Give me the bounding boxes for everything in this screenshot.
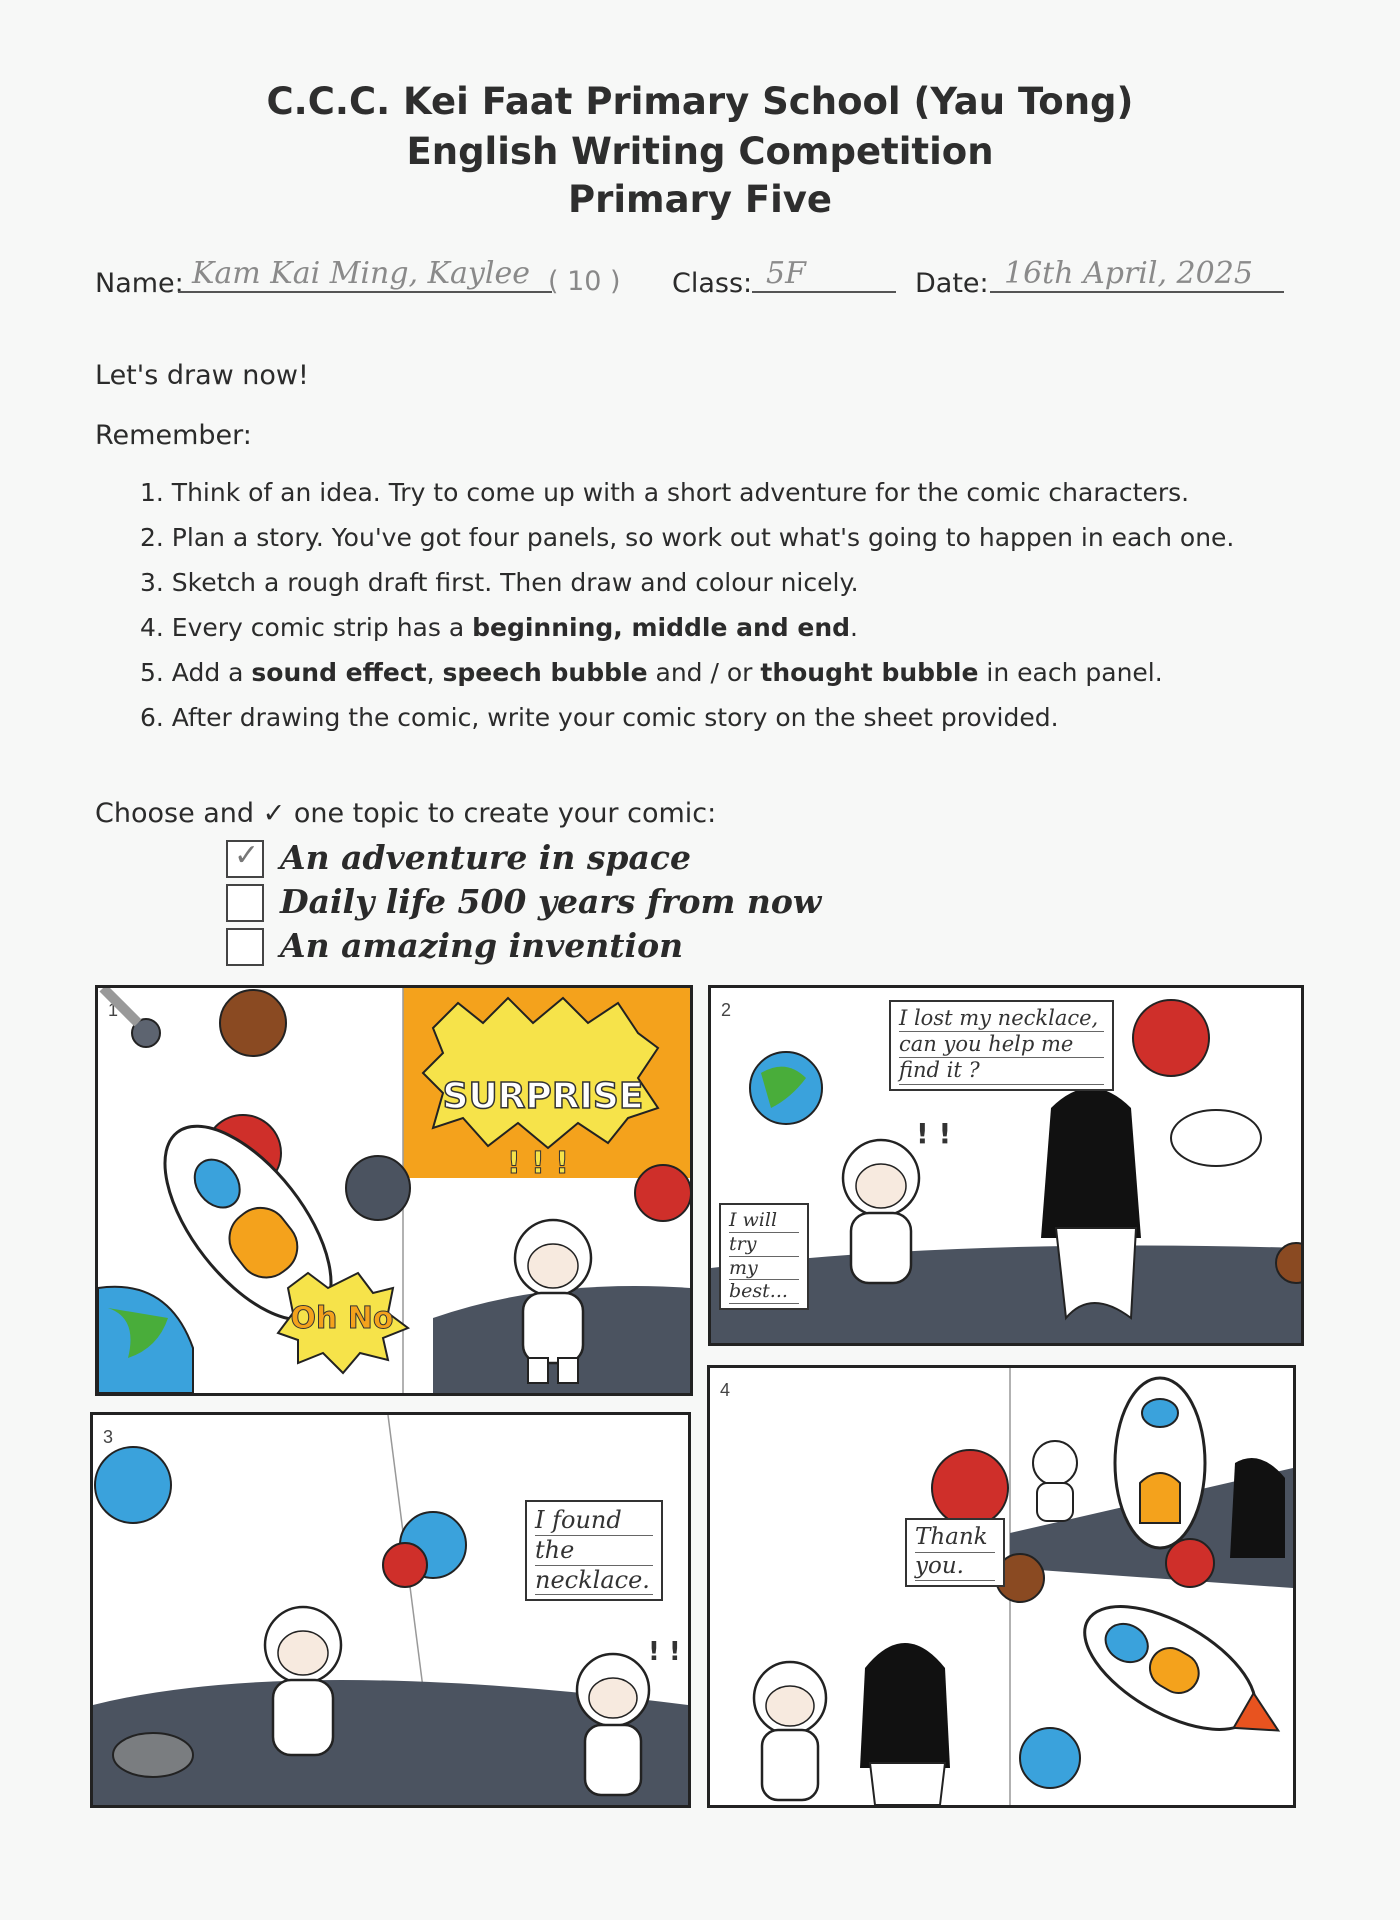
speech-line: I found xyxy=(535,1506,653,1536)
comic-panel-4 xyxy=(707,1365,1296,1808)
topic-checkbox-future[interactable] xyxy=(226,884,264,922)
astronaut-icon xyxy=(754,1662,826,1800)
red-sun-icon xyxy=(635,1165,690,1221)
brown-planet-icon xyxy=(220,990,286,1056)
rule-emphasis: beginning, middle and end xyxy=(472,613,851,642)
panel-3-drawing xyxy=(93,1415,688,1805)
rule-emphasis: thought bubble xyxy=(760,658,979,687)
red-sun-icon xyxy=(383,1543,427,1587)
astronaut-icon xyxy=(1033,1441,1077,1521)
grey-planet-icon xyxy=(346,1156,410,1220)
topic-future-label: Daily life 500 years from now xyxy=(280,882,822,921)
meteor-trail xyxy=(103,988,138,1023)
comic-panel-3 xyxy=(90,1412,691,1808)
date-field[interactable]: 16th April, 2025 xyxy=(990,256,1284,293)
rule-item xyxy=(140,568,859,597)
rule-item xyxy=(140,523,1234,552)
speech-line: the xyxy=(535,1536,653,1566)
speech-line: Thank xyxy=(915,1524,995,1553)
choose-instruction: Choose and ✓ one topic to create your comic: xyxy=(95,798,717,829)
rule-text: 2. Plan a story. You've got four panels, so work out what's going to happen in each one. xyxy=(140,523,1235,552)
topic-space-label: An adventure in space xyxy=(280,838,691,877)
exclamation-marks: ! ! xyxy=(916,1117,952,1150)
panel-number: 2 xyxy=(721,1000,732,1020)
rocket-icon xyxy=(1115,1378,1205,1548)
rule-text: . xyxy=(850,613,858,642)
speech-line: find it ? xyxy=(899,1058,1104,1084)
comic-panel-1 xyxy=(95,985,693,1396)
exclamation-marks: ! ! ! xyxy=(507,1146,569,1181)
speech-bubble-thank-you xyxy=(905,1518,1005,1587)
level-title: Primary Five xyxy=(568,178,832,221)
rule-text: , xyxy=(426,658,443,687)
panel-1-drawing xyxy=(98,988,690,1393)
topic-invention-label: An amazing invention xyxy=(280,926,684,965)
rule-emphasis: sound effect xyxy=(251,658,427,687)
rock-icon xyxy=(113,1733,193,1777)
red-sun-icon xyxy=(932,1450,1008,1526)
school-name: C.C.C. Kei Faat Primary School (Yau Tong) xyxy=(266,80,1134,123)
student-number: ( 10 ) xyxy=(548,266,621,297)
speech-line: best... xyxy=(729,1280,799,1304)
comic-panel-2 xyxy=(708,985,1304,1346)
oh-no-sound-effect: Oh No xyxy=(290,1301,394,1336)
check-mark-icon: ✓ xyxy=(234,839,260,872)
panel-number: 3 xyxy=(103,1427,114,1447)
rule-item xyxy=(140,658,1163,687)
speech-bubble-lost xyxy=(889,1000,1114,1091)
panel-number: 4 xyxy=(720,1380,731,1400)
rule-item xyxy=(140,613,858,642)
earth-planet-icon xyxy=(95,1447,171,1523)
speech-line: try xyxy=(729,1233,799,1257)
rule-text: 1. Think of an idea. Try to come up with a short adventure for the comic characters. xyxy=(140,478,1190,507)
rule-item xyxy=(140,703,1059,732)
speech-line: my xyxy=(729,1257,799,1281)
rule-text: 6. After drawing the comic, write your comic story on the sheet provided. xyxy=(140,703,1059,732)
speech-bubble-found xyxy=(525,1500,663,1601)
competition-title: English Writing Competition xyxy=(406,130,994,173)
speech-bubble-reply xyxy=(719,1203,809,1310)
topic-checkbox-space[interactable] xyxy=(226,840,264,878)
speech-line: you. xyxy=(915,1553,995,1582)
remember-label: Remember: xyxy=(95,420,252,451)
class-label: Class: xyxy=(672,268,753,299)
rule-emphasis: speech bubble xyxy=(442,658,648,687)
rule-text: 3. Sketch a rough draft first. Then draw and colour nicely. xyxy=(140,568,859,597)
rocket-icon xyxy=(1065,1582,1293,1770)
surprise-sound-effect: SURPRISE xyxy=(442,1076,644,1117)
astronaut-icon xyxy=(843,1140,919,1283)
thought-bubble xyxy=(1171,1110,1261,1166)
speech-line: I lost my necklace, xyxy=(899,1006,1104,1032)
speech-line: necklace. xyxy=(535,1566,653,1596)
exclamation-marks: ! ! xyxy=(648,1637,681,1667)
ghost-girl-icon xyxy=(860,1643,950,1805)
red-sun-icon xyxy=(1133,1000,1209,1076)
earth-planet-icon xyxy=(1020,1728,1080,1788)
ghost-girl-icon xyxy=(1230,1458,1285,1558)
panel-number: 1 xyxy=(108,1000,119,1020)
speech-line: can you help me xyxy=(899,1032,1104,1058)
rule-text: in each panel. xyxy=(978,658,1163,687)
rule-item xyxy=(140,478,1189,507)
name-field[interactable]: Kam Kai Ming, Kaylee xyxy=(178,256,552,293)
date-label: Date: xyxy=(915,268,989,299)
class-field[interactable]: 5F xyxy=(752,256,896,293)
rule-text: 4. Every comic strip has a xyxy=(140,613,473,642)
intro-text: Let's draw now! xyxy=(95,360,309,391)
name-label: Name: xyxy=(95,268,184,299)
topic-checkbox-invention[interactable] xyxy=(226,928,264,966)
speech-line: I will xyxy=(729,1209,799,1233)
rule-text: 5. Add a xyxy=(140,658,252,687)
rule-text: and / or xyxy=(647,658,761,687)
